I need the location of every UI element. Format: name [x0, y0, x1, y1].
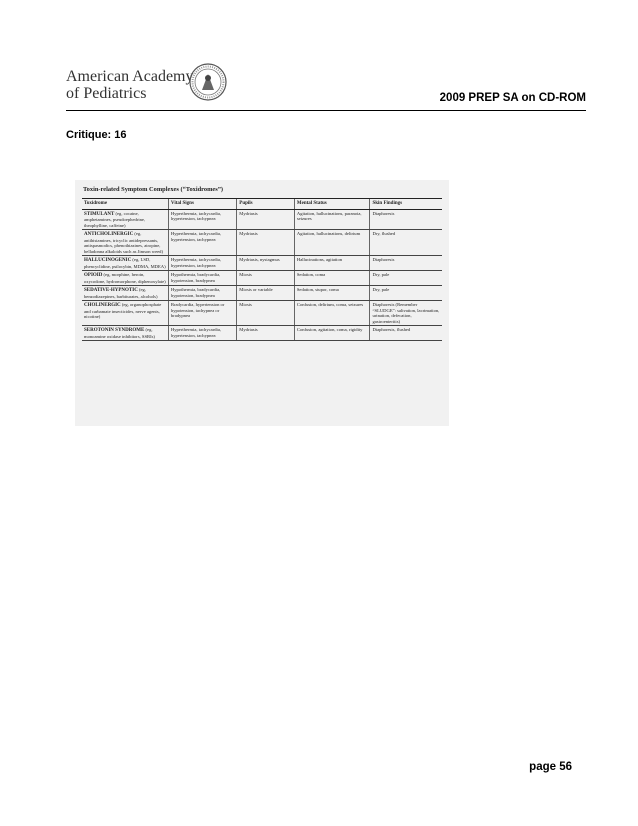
toxidrome-cell	[82, 209, 168, 230]
toxidrome-examples: (eg, antihistamines, tricyclic antidepressants, antispasmodics, phenothiazines, atropine, belladonna alkaloids such as Jimson weed)	[84, 231, 163, 254]
column-header: Pupils	[237, 199, 295, 210]
skin-findings-cell: Diaphoresis (Remember “SLUDGE”: salivation, lacrimation, urination, defecation, gastroenteritis)	[370, 301, 442, 326]
pupils-cell: Mydriasis	[237, 230, 295, 256]
pupils-cell: Mydriasis, nystagmus	[237, 256, 295, 271]
mental-status-cell: Hallucinations, agitation	[294, 256, 370, 271]
vital-signs-cell: Hyperthermia, tachycardia, hypertension, tachypnea	[168, 209, 236, 230]
pupils-cell: Miosis	[237, 271, 295, 286]
table-header-row	[82, 199, 442, 210]
vital-signs-cell: Hypothermia, bradycardia, hypotension, bradypnea	[168, 286, 236, 301]
table-row	[82, 286, 442, 301]
org-logo-text	[66, 68, 194, 102]
table-title: Toxin-related Symptom Complexes (“Toxidromes”)	[83, 186, 224, 193]
table-row	[82, 301, 442, 326]
org-name-line2: of Pediatrics	[66, 85, 147, 102]
toxidrome-name: STIMULANT	[84, 211, 115, 217]
toxidrome-name: OPIOID	[84, 273, 103, 278]
toxidrome-cell	[82, 256, 168, 271]
mental-status-cell: Sedation, stupor, coma	[294, 286, 370, 301]
toxidrome-cell	[82, 301, 168, 326]
skin-findings-cell: Diaphoresis, flushed	[370, 326, 442, 341]
table-row	[82, 326, 442, 341]
mental-status-cell: Agitation, hallucinations, delirium	[294, 230, 370, 256]
page-header	[66, 62, 586, 110]
pupils-cell: Miosis	[237, 301, 295, 326]
toxidrome-name: ANTICHOLINERGIC	[84, 232, 134, 237]
toxidrome-name: HALLUCINOGENIC	[84, 258, 132, 263]
toxidrome-cell	[82, 326, 168, 341]
table-row	[82, 230, 442, 256]
pupils-cell: Mydriasis	[237, 209, 295, 230]
mental-status-cell: Sedation, coma	[294, 271, 370, 286]
vital-signs-cell: Hyperthermia, tachycardia, hypertension, tachypnea	[168, 230, 236, 256]
toxidrome-examples: (eg, benzodiazepines, barbiturates, alcohols)	[84, 287, 158, 299]
table-row	[82, 209, 442, 230]
page-number: page 56	[529, 761, 572, 773]
aap-seal-icon	[188, 62, 228, 102]
column-header: Vital Signs	[168, 199, 236, 210]
table-row	[82, 256, 442, 271]
vital-signs-cell: Hypothermia, bradycardia, hypotension, bradypnea	[168, 271, 236, 286]
critique-label: Critique: 16	[66, 129, 127, 141]
column-header: Mental Status	[294, 199, 370, 210]
skin-findings-cell: Dry, pale	[370, 286, 442, 301]
toxidrome-cell	[82, 230, 168, 256]
toxidrome-name: CHOLINERGIC	[84, 303, 121, 308]
header-divider	[66, 110, 586, 111]
skin-findings-cell: Dry, flushed	[370, 230, 442, 256]
toxidrome-name: SEROTONIN SYNDROME	[84, 328, 145, 333]
toxidrome-name: SEDATIVE-HYPNOTIC	[84, 288, 138, 293]
mental-status-cell: Confusion, agitation, coma, rigidity	[294, 326, 370, 341]
toxidrome-examples: (eg, cocaine, amphetamines, pseudoephedrine, theophylline, caffeine)	[84, 210, 146, 228]
toxidrome-examples: (eg, morphine, heroin, oxycodone, hydromorphone, diphenoxylate)	[84, 272, 166, 284]
mental-status-cell: Confusion, delirium, coma, seizures	[294, 301, 370, 326]
vital-signs-cell: Bradycardia, hypertension or hypotension, tachypnea or bradypnea	[168, 301, 236, 326]
mental-status-cell: Agitation, hallucinations, paranoia, seizures	[294, 209, 370, 230]
skin-findings-cell: Diaphoresis	[370, 209, 442, 230]
toxidrome-cell	[82, 286, 168, 301]
toxidrome-examples: (eg, monoamine oxidase inhibitors, SSRIs)	[84, 327, 155, 339]
toxidrome-examples: (eg, organophosphate and carbamate insecticides, nerve agents, nicotine)	[84, 302, 162, 319]
vital-signs-cell: Hyperthermia, tachycardia, hypertension, tachypnea	[168, 256, 236, 271]
org-name-line1: American Academy	[66, 68, 194, 85]
toxidrome-table	[82, 198, 442, 341]
skin-findings-cell: Dry, pale	[370, 271, 442, 286]
table-row	[82, 271, 442, 286]
skin-findings-cell: Diaphoresis	[370, 256, 442, 271]
column-header: Skin Findings	[370, 199, 442, 210]
column-header: Toxidrome	[82, 199, 168, 210]
pupils-cell: Miosis or variable	[237, 286, 295, 301]
pupils-cell: Mydriasis	[237, 326, 295, 341]
document-title: 2009 PREP SA on CD-ROM	[439, 92, 586, 104]
vital-signs-cell: Hyperthermia, tachycardia, hypertension, tachypnea	[168, 326, 236, 341]
toxidrome-examples: (eg, LSD, phencyclidine, psilocybin, MDMA, MDEA)	[84, 257, 166, 269]
toxidrome-cell	[82, 271, 168, 286]
toxidrome-table-image	[75, 180, 449, 426]
